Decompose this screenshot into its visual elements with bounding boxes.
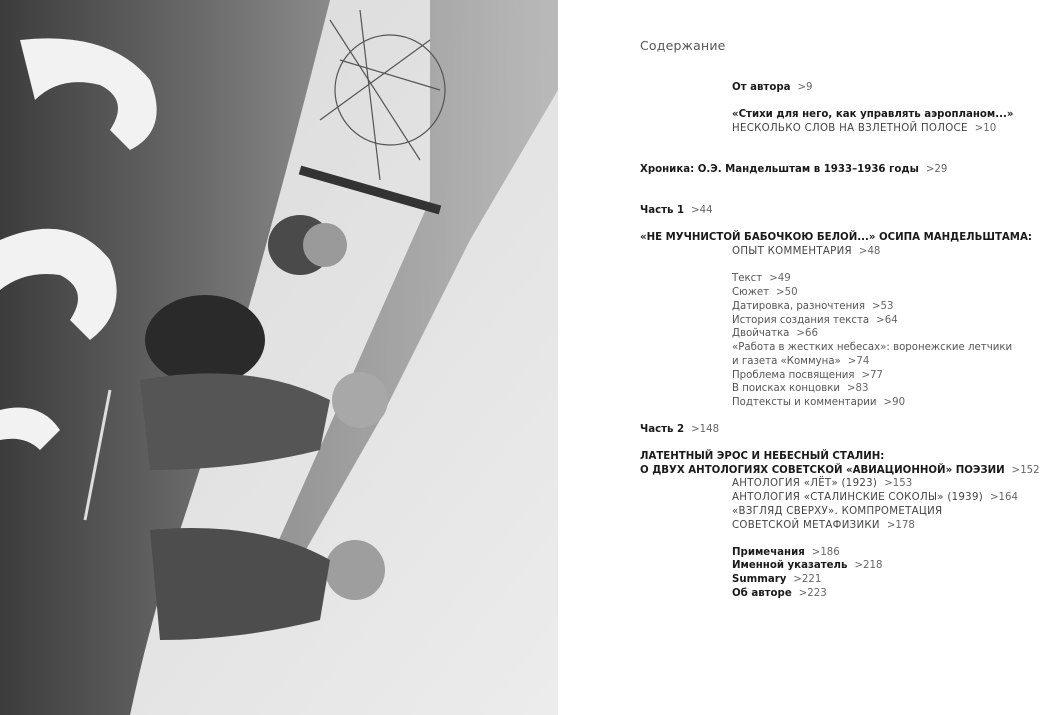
toc-entry <box>732 108 1013 121</box>
toc-entry-title: «НЕ МУЧНИСТОЙ БАБОЧКОЮ БЕЛОЙ...» ОСИПА МАНДЕЛЬШТАМА: <box>640 232 1032 243</box>
toc-entry-page: >9 <box>797 82 813 93</box>
toc-entry-page: >178 <box>886 520 915 531</box>
toc-entry <box>732 587 827 600</box>
toc-entry <box>732 369 883 382</box>
toc-entry-page: >10 <box>974 123 997 134</box>
toc-entry-title: В поисках концовки <box>732 383 840 394</box>
toc-entry <box>732 382 869 395</box>
toc-entry <box>732 245 880 258</box>
toc-entry-page: >77 <box>861 370 883 381</box>
toc-entry-title: Подтексты и комментарии <box>732 397 877 408</box>
toc-entry-title: Об авторе <box>732 588 792 599</box>
toc-entry <box>732 491 1018 504</box>
toc-entry-page: >221 <box>793 574 822 585</box>
toc-entry <box>732 573 821 586</box>
toc-entry-title: АНТОЛОГИЯ «СТАЛИНСКИЕ СОКОЛЫ» (1939) <box>732 492 984 503</box>
toc-entry-title: ОПЫТ КОММЕНТАРИЯ <box>732 246 852 257</box>
toc-entry-title: «Работа в жестких небесах»: воронежские летчики <box>732 342 1013 353</box>
toc-entry-page: >64 <box>876 315 898 326</box>
toc-entry-title: «Стихи для него, как управлять аэропланом...» <box>732 109 1014 120</box>
toc-entry <box>732 341 1012 354</box>
toc-entry-page: >218 <box>854 560 883 571</box>
toc-entry-title: и газета «Коммуна» <box>732 356 841 367</box>
toc-entry <box>732 559 882 572</box>
toc-entry <box>640 231 1032 244</box>
toc-entry <box>640 464 1040 477</box>
toc-entry-page: >152 <box>1011 465 1040 476</box>
toc-entry <box>732 505 942 518</box>
toc-entry-title: Датировка, разночтения <box>732 301 865 312</box>
toc-entry-page: >148 <box>691 424 720 435</box>
toc-entry-title: Сюжет <box>732 287 770 298</box>
toc-entry-title: Хроника: О.Э. Мандельштам в 1933–1936 годы <box>640 164 919 175</box>
toc-entry <box>640 450 884 463</box>
toc-entry-title: История создания текста <box>732 315 870 326</box>
toc-entry-title: СОВЕТСКОЙ МЕТАФИЗИКИ <box>732 520 880 531</box>
toc-entry <box>732 314 898 327</box>
toc-entry-page: >53 <box>872 301 894 312</box>
toc-entry <box>640 204 713 217</box>
toc-entry-title: О ДВУХ АНТОЛОГИЯХ СОВЕТСКОЙ «АВИАЦИОННОЙ» ПОЭЗИИ <box>640 465 1005 476</box>
toc-entry <box>732 300 894 313</box>
toc-entry-page: >186 <box>811 547 840 558</box>
toc-entry-title: Именной указатель <box>732 560 848 571</box>
toc-entry-title: НЕСКОЛЬКО СЛОВ НА ВЗЛЕТНОЙ ПОЛОСЕ <box>732 123 968 134</box>
toc-entry <box>732 477 912 490</box>
toc-entry-title: Проблема посвящения <box>732 370 855 381</box>
toc-entry-title: Текст <box>732 273 763 284</box>
toc-entry <box>640 423 719 436</box>
toc-entry-page: >49 <box>769 273 791 284</box>
toc-entry-title: Двойчатка <box>732 328 790 339</box>
toc-entry-page: >74 <box>847 356 870 367</box>
toc-entry-title: Часть 1 <box>640 205 685 216</box>
toc-entry <box>732 286 798 299</box>
toc-entry <box>732 122 996 135</box>
toc-entry-title: Примечания <box>732 547 805 558</box>
toc-entry-page: >83 <box>847 383 869 394</box>
toc-entry-title: ЛАТЕНТНЫЙ ЭРОС И НЕБЕСНЫЙ СТАЛИН: <box>640 451 885 462</box>
toc-entry-page: >66 <box>796 328 818 339</box>
toc-entry <box>732 519 915 532</box>
toc-entry-page: >50 <box>776 287 798 298</box>
toc-entry-page: >153 <box>884 478 913 489</box>
page-title: Содержание <box>640 38 726 53</box>
contents-page <box>558 0 1040 715</box>
toc-entry-page: >44 <box>691 205 713 216</box>
toc-entry-page: >164 <box>990 492 1018 503</box>
toc-entry <box>732 81 813 94</box>
toc-entry <box>732 355 869 368</box>
toc-entry <box>732 327 818 340</box>
toc-entry-page: >223 <box>798 588 827 599</box>
toc-entry <box>640 163 947 176</box>
toc-entry <box>732 546 840 559</box>
toc-entry-page: >29 <box>925 164 948 175</box>
toc-entry-title: АНТОЛОГИЯ «ЛЁТ» (1923) <box>732 478 878 489</box>
toc-entry-title: Часть 2 <box>640 424 685 435</box>
toc-entry <box>732 272 791 285</box>
toc-entry-title: «ВЗГЛЯД СВЕРХУ». КОМПРОМЕТАЦИЯ <box>732 506 943 517</box>
toc-entry-title: От автора <box>732 82 791 93</box>
toc-entry-title: Summary <box>732 574 787 585</box>
toc-entry-page: >90 <box>883 397 906 408</box>
toc-entry <box>732 396 905 409</box>
toc-entry-page: >48 <box>858 246 881 257</box>
